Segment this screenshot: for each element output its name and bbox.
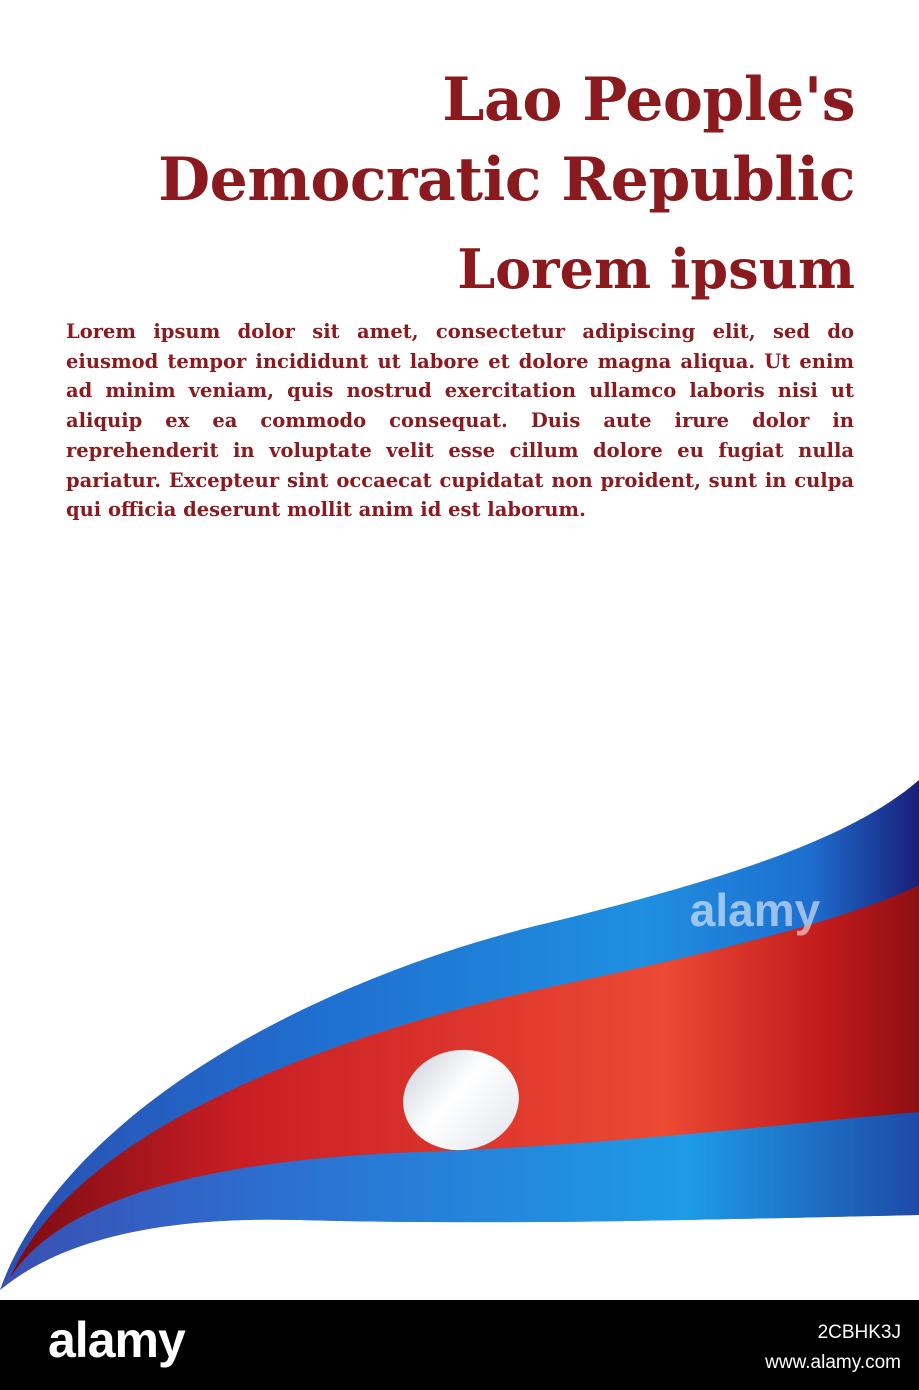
poster-subtitle: Lorem ipsum — [457, 237, 855, 301]
site-url: www.alamy.com — [765, 1352, 901, 1373]
title-line-2: Democratic Republic — [158, 145, 855, 215]
body-paragraph: Lorem ipsum dolor sit amet, consectetur adipiscing elit, sed do eiusmod tempor incididunt ut labore et dolore magna aliqua. Ut enim ad minim veniam, quis nostrud exercitation ullamco laboris nisi ut aliquip ex ea commodo consequat. Duis aute irure dolor in reprehenderit in voluptate velit esse cillum dolore eu fugiat nulla pariatur. Excepteur sint occaecat cupidatat non proident, sunt in culpa qui officia deserunt mollit anim id est laborum. — [66, 320, 854, 522]
image-id: 2CBHK3J — [817, 1322, 901, 1343]
footer-bar — [0, 1300, 919, 1390]
alamy-logo: alamy — [48, 1312, 185, 1368]
watermark-text: alamy — [689, 884, 821, 936]
title-line-1: Lao People's — [442, 65, 855, 135]
